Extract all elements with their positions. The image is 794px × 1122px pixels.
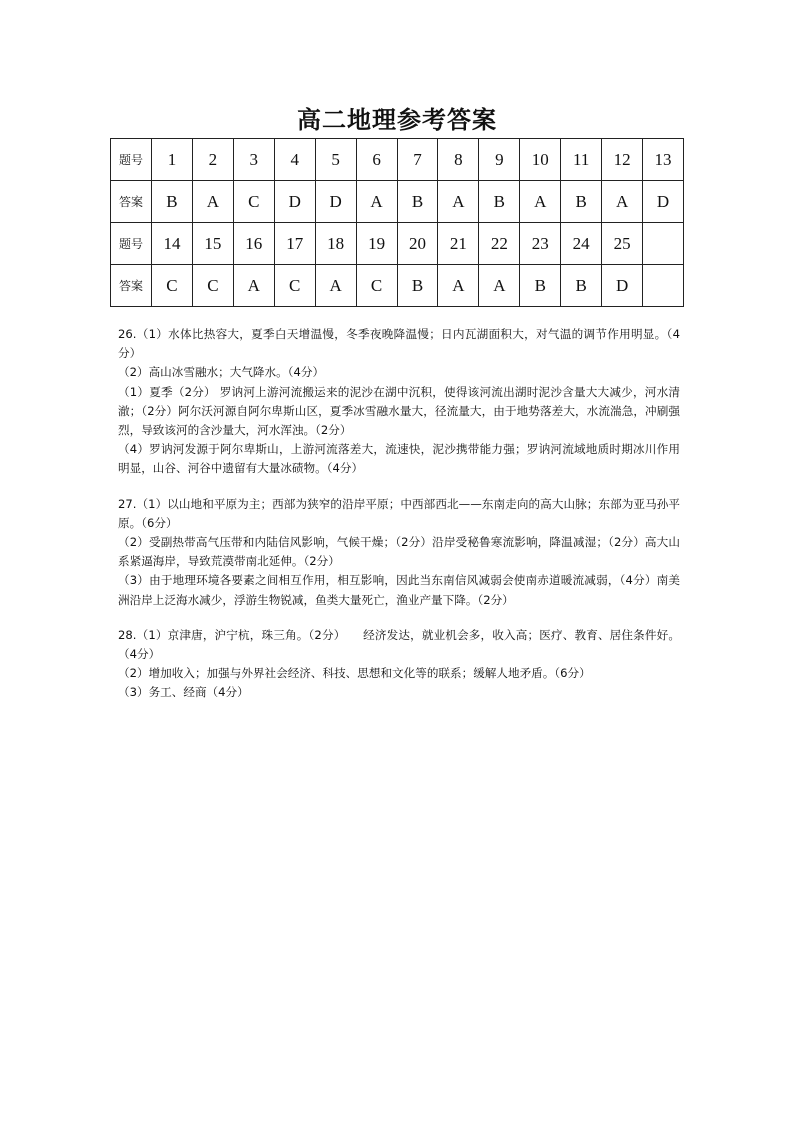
table-cell: C xyxy=(192,265,233,307)
table-cell: A xyxy=(192,181,233,223)
table-cell: 23 xyxy=(520,223,561,265)
table-cell: 1 xyxy=(152,139,193,181)
row-header: 答案 xyxy=(111,181,152,223)
question-26-block xyxy=(118,325,680,479)
table-cell: A xyxy=(438,181,479,223)
table-cell: 6 xyxy=(356,139,397,181)
table-cell: D xyxy=(602,265,643,307)
table-row xyxy=(111,265,684,307)
q27-part2: （2）受副热带高气压带和内陆信风影响，气候干燥；（2分）沿岸受秘鲁寒流影响，降温减湿；（2分）高大山系紧逼海岸，导致荒漠带南北延伸。（2分） xyxy=(118,535,680,569)
table-cell: B xyxy=(561,181,602,223)
table-cell: 14 xyxy=(152,223,193,265)
table-cell xyxy=(643,223,684,265)
table-cell: D xyxy=(315,181,356,223)
table-cell: 4 xyxy=(274,139,315,181)
table-cell: B xyxy=(479,181,520,223)
table-cell: 19 xyxy=(356,223,397,265)
table-cell: 13 xyxy=(643,139,684,181)
q27-part3: （3）由于地理环境各要素之间相互作用，相互影响，因此当东南信风减弱会使南赤道暖流减弱，（4分）南美洲沿岸上泛海水减少，浮游生物锐减，鱼类大量死亡，渔业产量下降。（2分） xyxy=(118,573,680,607)
table-cell: 10 xyxy=(520,139,561,181)
table-cell: 12 xyxy=(602,139,643,181)
table-cell: 15 xyxy=(192,223,233,265)
page-title: 高二地理参考答案 xyxy=(297,105,497,134)
table-cell: B xyxy=(397,181,438,223)
table-cell: 9 xyxy=(479,139,520,181)
table-row xyxy=(111,181,684,223)
table-cell: 20 xyxy=(397,223,438,265)
question-28-block xyxy=(118,626,680,703)
table-cell: B xyxy=(520,265,561,307)
q28-part1: 28.（1）京津唐，沪宁杭，珠三角。（2分） 经济发达，就业机会多，收入高；医疗、教育、居住条件好。（4分） xyxy=(118,627,680,662)
q26-part2: （2）高山冰雪融水；大气降水。（4分） xyxy=(118,365,325,380)
q26-part1: 26.（1）水体比热容大，夏季白天增温慢，冬季夜晚降温慢；日内瓦湖面积大，对气温的调节作用明显。（4分） xyxy=(118,327,680,361)
table-cell: 25 xyxy=(602,223,643,265)
q26-part3: （1）夏季（2分） 罗讷河上游河流搬运来的泥沙在湖中沉积，使得该河流出湖时泥沙含量大大减少，河水清澈；（2分）阿尔沃河源自阿尔卑斯山区，夏季冰雪融水量大，径流量大，由于地势落差大，水流湍急，冲刷强烈，导致该河的含沙量大，河水浑浊。（2分） xyxy=(118,384,680,438)
table-cell: B xyxy=(561,265,602,307)
table-cell: 8 xyxy=(438,139,479,181)
table-cell: D xyxy=(274,181,315,223)
table-cell: 7 xyxy=(397,139,438,181)
table-cell: 3 xyxy=(233,139,274,181)
table-cell: A xyxy=(479,265,520,307)
table-cell: 16 xyxy=(233,223,274,265)
table-cell: 21 xyxy=(438,223,479,265)
table-cell: 2 xyxy=(192,139,233,181)
table-cell: C xyxy=(274,265,315,307)
table-cell: D xyxy=(643,181,684,223)
q27-part1: 27.（1）以山地和平原为主；西部为狭窄的沿岸平原；中西部西北——东南走向的高大山脉；东部为亚马孙平原。（6分） xyxy=(118,496,680,530)
table-cell: A xyxy=(520,181,561,223)
row-header: 题号 xyxy=(111,139,152,181)
table-cell: 17 xyxy=(274,223,315,265)
q28-part2: （2）增加收入；加强与外界社会经济、科技、思想和文化等的联系；缓解人地矛盾。（6分） xyxy=(118,666,591,681)
table-cell: 11 xyxy=(561,139,602,181)
row-header: 答案 xyxy=(111,265,152,307)
table-cell: A xyxy=(356,181,397,223)
table-cell: 18 xyxy=(315,223,356,265)
table-cell: A xyxy=(438,265,479,307)
table-cell: C xyxy=(152,265,193,307)
row-header: 题号 xyxy=(111,223,152,265)
table-cell: A xyxy=(602,181,643,223)
table-cell: C xyxy=(233,181,274,223)
q28-part3: （3）务工、经商（4分） xyxy=(118,685,249,700)
table-row xyxy=(111,223,684,265)
table-cell: C xyxy=(356,265,397,307)
question-27-block xyxy=(118,495,680,610)
table-cell: B xyxy=(397,265,438,307)
table-cell xyxy=(643,265,684,307)
answer-explanations xyxy=(118,325,680,719)
table-cell: 24 xyxy=(561,223,602,265)
q26-part4: （4）罗讷河发源于阿尔卑斯山，上游河流落差大，流速快，泥沙携带能力强；罗讷河流域地质时期冰川作用明显，山谷、河谷中遗留有大量冰碛物。（4分） xyxy=(118,442,680,476)
table-cell: B xyxy=(152,181,193,223)
table-cell: 22 xyxy=(479,223,520,265)
table-cell: A xyxy=(315,265,356,307)
table-row xyxy=(111,139,684,181)
answer-table xyxy=(110,138,684,307)
table-cell: 5 xyxy=(315,139,356,181)
table-cell: A xyxy=(233,265,274,307)
